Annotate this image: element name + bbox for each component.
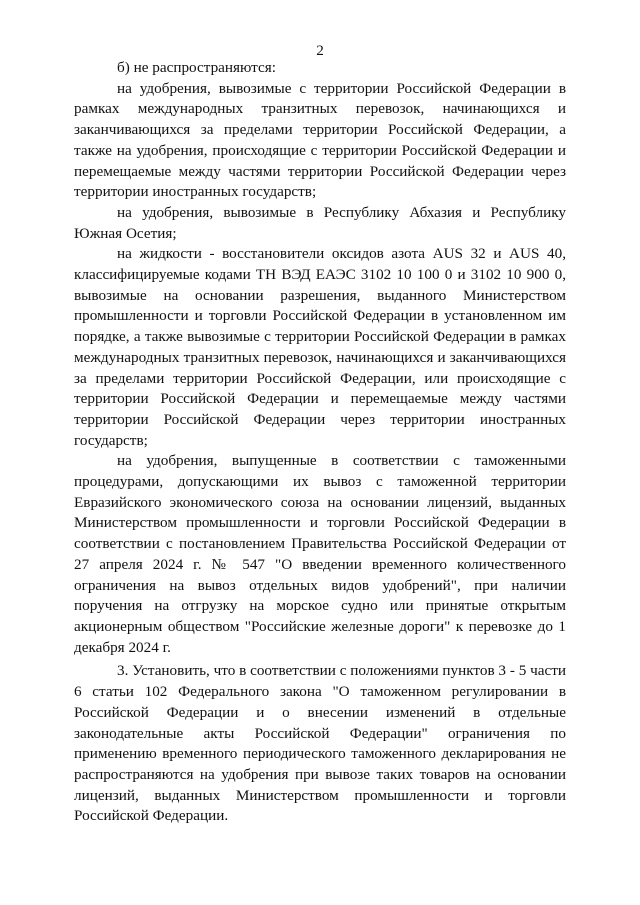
paragraph-abkhazia-ossetia: на удобрения, вывозимые в Республику Абхазия и Республику Южная Осетия;	[74, 203, 566, 242]
paragraph-transit-fertilizers: на удобрения, вывозимые с территории Российской Федерации в рамках международных транзитных перевозок, начинающихся и заканчивающихся за пределами территории Российской Федерации, а также на удобрения, происходящие с территории Российской Федерации и перемещаемые между частями территории Российской Федерации через территории иностранных государств;	[74, 79, 566, 201]
page-number: 2	[316, 42, 324, 59]
document-body	[74, 58, 566, 827]
paragraph-item-3: 3. Установить, что в соответствии с положениями пунктов 3 - 5 части 6 статьи 102 Федерального закона "О таможенном регулировании в Российской Федерации и о внесении изменений в отдельные законодательные акты Российской Федерации" ограничения по применению временного периодического таможенного декларирования не распространяются на удобрения при вывозе таких товаров на основании лицензий, выданных Министерством промышленности и торговли Российской Федерации.	[74, 662, 566, 825]
paragraph-aus-liquids: на жидкости - восстановители оксидов азота AUS 32 и AUS 40, классифицируемые кодами ТН ВЭД ЕАЭС 3102 10 100 0 и 3102 10 900 0, вывозимые на основании разрешения, выданного Министерством промышленности и торговли Российской Федерации в установленном им порядке, а также вывозимые с территории Российской Федерации в рамках международных транзитных перевозок, начинающихся и заканчивающихся за пределами территории Российской Федерации, или происходящие с территории Российской Федерации и перемещаемые между частями территории Российской Федерации через территории иностранных государств;	[74, 245, 566, 449]
paragraph-b-intro: б) не распространяются:	[117, 59, 276, 76]
paragraph-licensed-fertilizers: на удобрения, выпущенные в соответствии с таможенными процедурами, допускающими их вывоз с таможенной территории Евразийского экономического союза на основании лицензий, выданных Министерством промышленности и торговли Российской Федерации в соответствии с постановлением Правительства Российской Федерации от 27 апреля 2024 г. № 547 "О введении временного количественного ограничения на вывоз отдельных видов удобрений", при наличии поручения на отгрузку на морское судно или принятые открытым акционерным обществом "Российские железные дороги" к перевозке до 1 декабря 2024 г.	[74, 452, 566, 656]
